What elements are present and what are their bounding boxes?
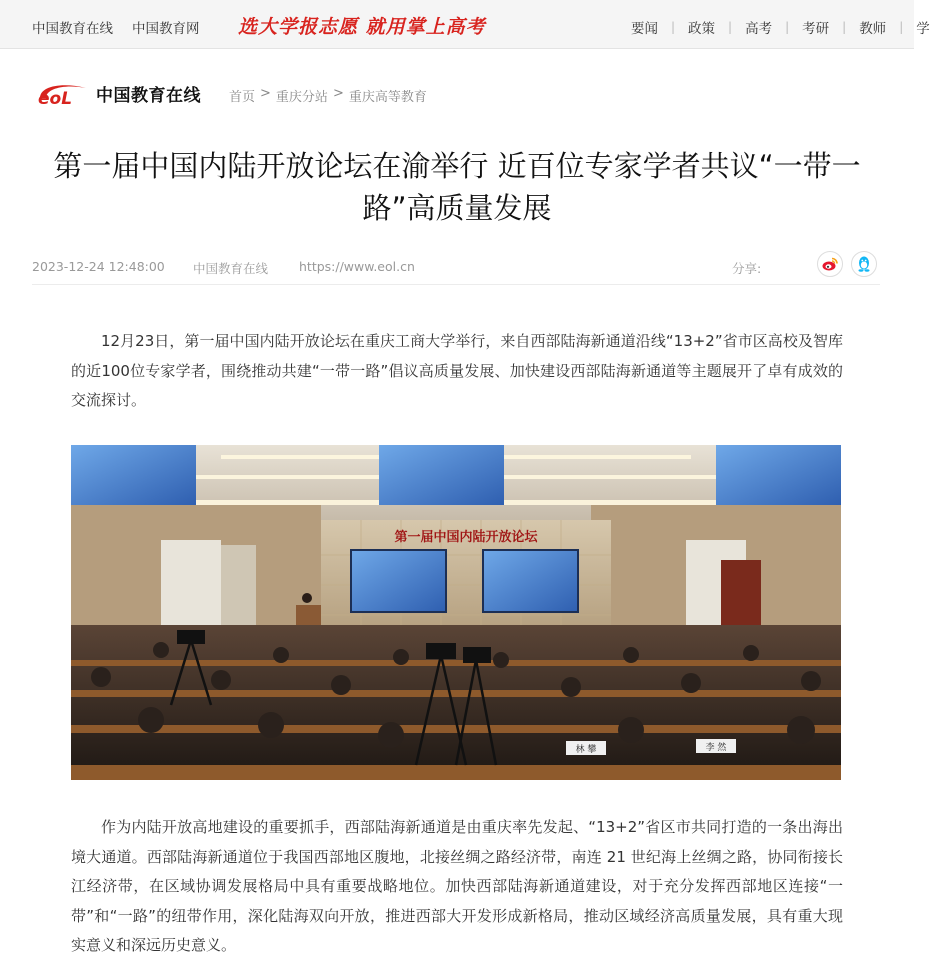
- nav-separator: |: [671, 20, 676, 34]
- breadcrumb-home[interactable]: 首页: [229, 90, 256, 105]
- link-eol-online[interactable]: 中国教育在线: [32, 21, 113, 37]
- link-eol-net[interactable]: 中国教育网: [132, 21, 200, 37]
- nameplate: 李 然: [705, 743, 727, 753]
- nav-separator: |: [842, 20, 847, 34]
- qq-penguin-icon: [856, 255, 872, 273]
- logo-text: 中国教育在线: [96, 85, 201, 106]
- publish-date: 2023-12-24 12:48:00: [32, 259, 165, 274]
- nav-kaoyan[interactable]: 考研: [802, 21, 830, 37]
- share-qq-button[interactable]: [851, 251, 877, 277]
- nav-teacher[interactable]: 教师: [859, 21, 887, 37]
- breadcrumb: [229, 86, 427, 105]
- nav-policy[interactable]: 政策: [688, 21, 716, 37]
- site-logo[interactable]: [36, 78, 201, 108]
- nameplate: 林 攀: [575, 745, 597, 755]
- svg-text:eoL: eoL: [38, 89, 73, 109]
- source-url: https://www.eol.cn: [299, 259, 415, 274]
- article-meta: [32, 257, 880, 285]
- nav-separator: |: [728, 20, 733, 34]
- breadcrumb-higher-edu[interactable]: 重庆高等教育: [348, 90, 427, 105]
- article-paragraph: 作为内陆开放高地建设的重要抓手，西部陆海新通道是由重庆率先发起、“13+2”省区市共同打造的一条出海出境大通道。西部陆海新通道位于我国西部地区腹地，北接丝绸之路经济带，南连 21 世纪海上丝绸之路，协同衔接长江经济带，在区域协调发展格局中具有重要战略地位。加快西部陆海新通道建设，对于充分发挥西部地区连接“一带”和“一路”的纽带作用，深化陆海双向开放，推进西部大开发形成新格局，推动区域经济高质量发展，具有重大现实意义和深远历史意义。: [71, 818, 843, 954]
- top-bar: [0, 0, 930, 49]
- weibo-icon: [821, 255, 839, 273]
- forum-venue-illustration: [71, 445, 841, 780]
- top-left-links: [32, 17, 200, 37]
- share-weibo-button[interactable]: [817, 251, 843, 277]
- article-photo: [71, 445, 841, 780]
- slogan-banner[interactable]: 选大学报志愿 就用掌上高考: [238, 16, 486, 38]
- breadcrumb-separator: >: [332, 86, 344, 101]
- share-label: 分享:: [732, 261, 762, 276]
- breadcrumb-separator: >: [260, 86, 271, 101]
- breadcrumb-chongqing[interactable]: 重庆分站: [275, 90, 328, 105]
- eol-logo-icon: [36, 78, 92, 108]
- article-title: 第一届中国内陆开放论坛在渝举行 近百位专家学者共议“一带一路”高质量发展: [53, 149, 861, 225]
- nav-separator: |: [899, 20, 904, 34]
- nav-gaokao[interactable]: 高考: [745, 21, 773, 37]
- article-paragraph: 12月23日，第一届中国内陆开放论坛在重庆工商大学举行，来自西部陆海新通道沿线“13+2”省市区高校及智库的近100位专家学者，围绕推动共建“一带一路”倡议高质量发展、加快建设西部陆海新通道等主题展开了卓有成效的交流探讨。: [71, 332, 843, 409]
- stage-banner: 第一届中国内陆开放论坛: [394, 530, 538, 545]
- nav-more[interactable]: 学: [916, 21, 930, 37]
- article-source: 中国教育在线: [193, 261, 269, 276]
- top-nav: [618, 17, 943, 37]
- nav-news[interactable]: 要闻: [631, 21, 658, 37]
- nav-separator: |: [785, 20, 790, 34]
